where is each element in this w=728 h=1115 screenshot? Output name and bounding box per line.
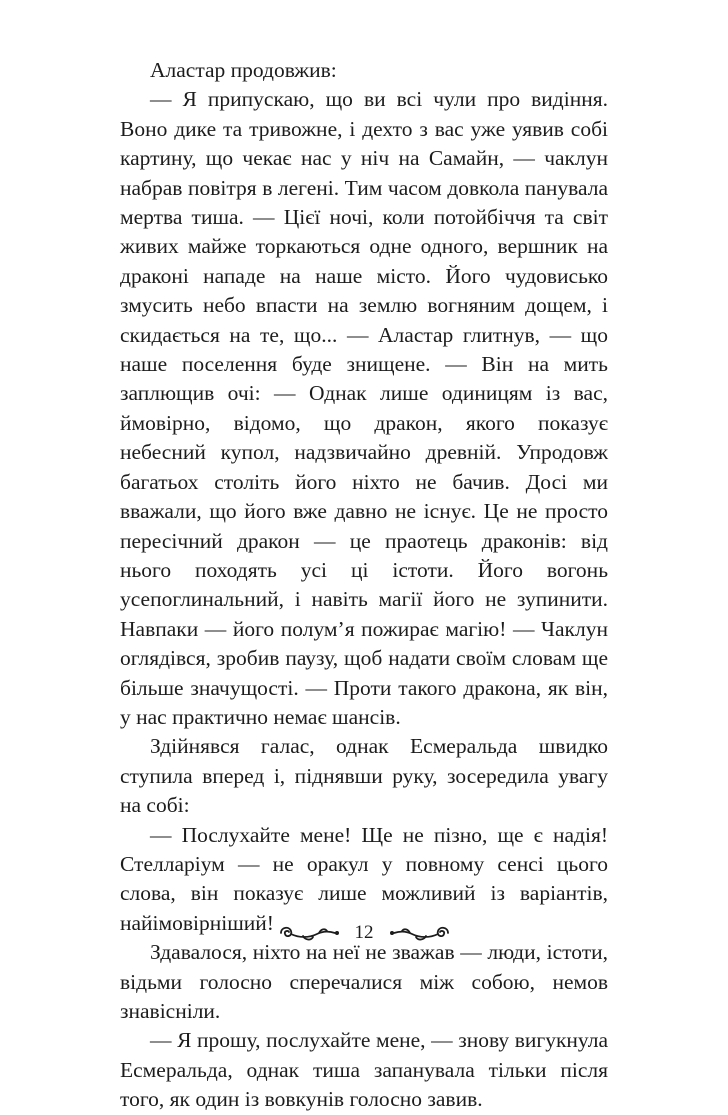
page-text-block [120,56,608,1115]
page-number: 12 [354,922,374,943]
paragraph: — Я припускаю, що ви всі чули про видіння. Воно дике та тривожне, і дехто з вас уже уявив собі картину, що чекає нас у ніч на Самайн, — чаклун набрав повітря в легені. Тим часом довкола панувала мертва тиша. — Цієї ночі, коли потойбіччя та світ живих майже торкаються одне одного, вершник на драконі нападе на наше місто. Його чудовисько змусить небо впасти на землю вогняним дощем, і скидається на те, що... — Аластар глитнув, — що наше поселення буде знищене. — Він на мить заплющив очі: — Однак лише одиницям із вас, ймовірно, відомо, що дракон, якого показує небесний купол, надзвичайно древній. Упродовж багатьох століть його ніхто не бачив. Досі ми вважали, що його вже давно не існує. Це не просто пересічний дракон — це праотець драконів: від нього походять усі ці істоти. Його вогонь усепоглинальний, і навіть магії його не зупинити. Навпаки — його полум’я пожирає магію! — Чаклун оглядівся, зробив паузу, щоб надати своїм словам ще більше значущості. — Проти такого дракона, як він, у нас практично немає шансів. [120,87,608,729]
paragraph: Здавалося, ніхто на неї не зважав — люди, істоти, відьми голосно сперечалися між собою, немов знавісніли. [120,940,608,1023]
paragraph: Аластар продовжив: [150,58,337,82]
paragraph: — Послухайте мене! Ще не пізно, ще є надія! Стелларіум — не оракул у повному сенсі цього слова, він показує лише можливий із варіантів, найімовірніший! [120,822,608,935]
flourish-ornament-left-icon [275,922,341,944]
flourish-ornament-right-icon [388,922,454,944]
page-footer [0,918,728,948]
paragraph: Здійнявся галас, однак Есмеральда швидко ступила вперед і, піднявши руку, зосередила увагу на собі: [120,734,608,818]
paragraph: — Я прошу, послухайте мене, — знову вигукнула Есмеральда, однак тиша запанувала тільки після того, як один із вовкунів голосно завив. [120,1028,608,1112]
